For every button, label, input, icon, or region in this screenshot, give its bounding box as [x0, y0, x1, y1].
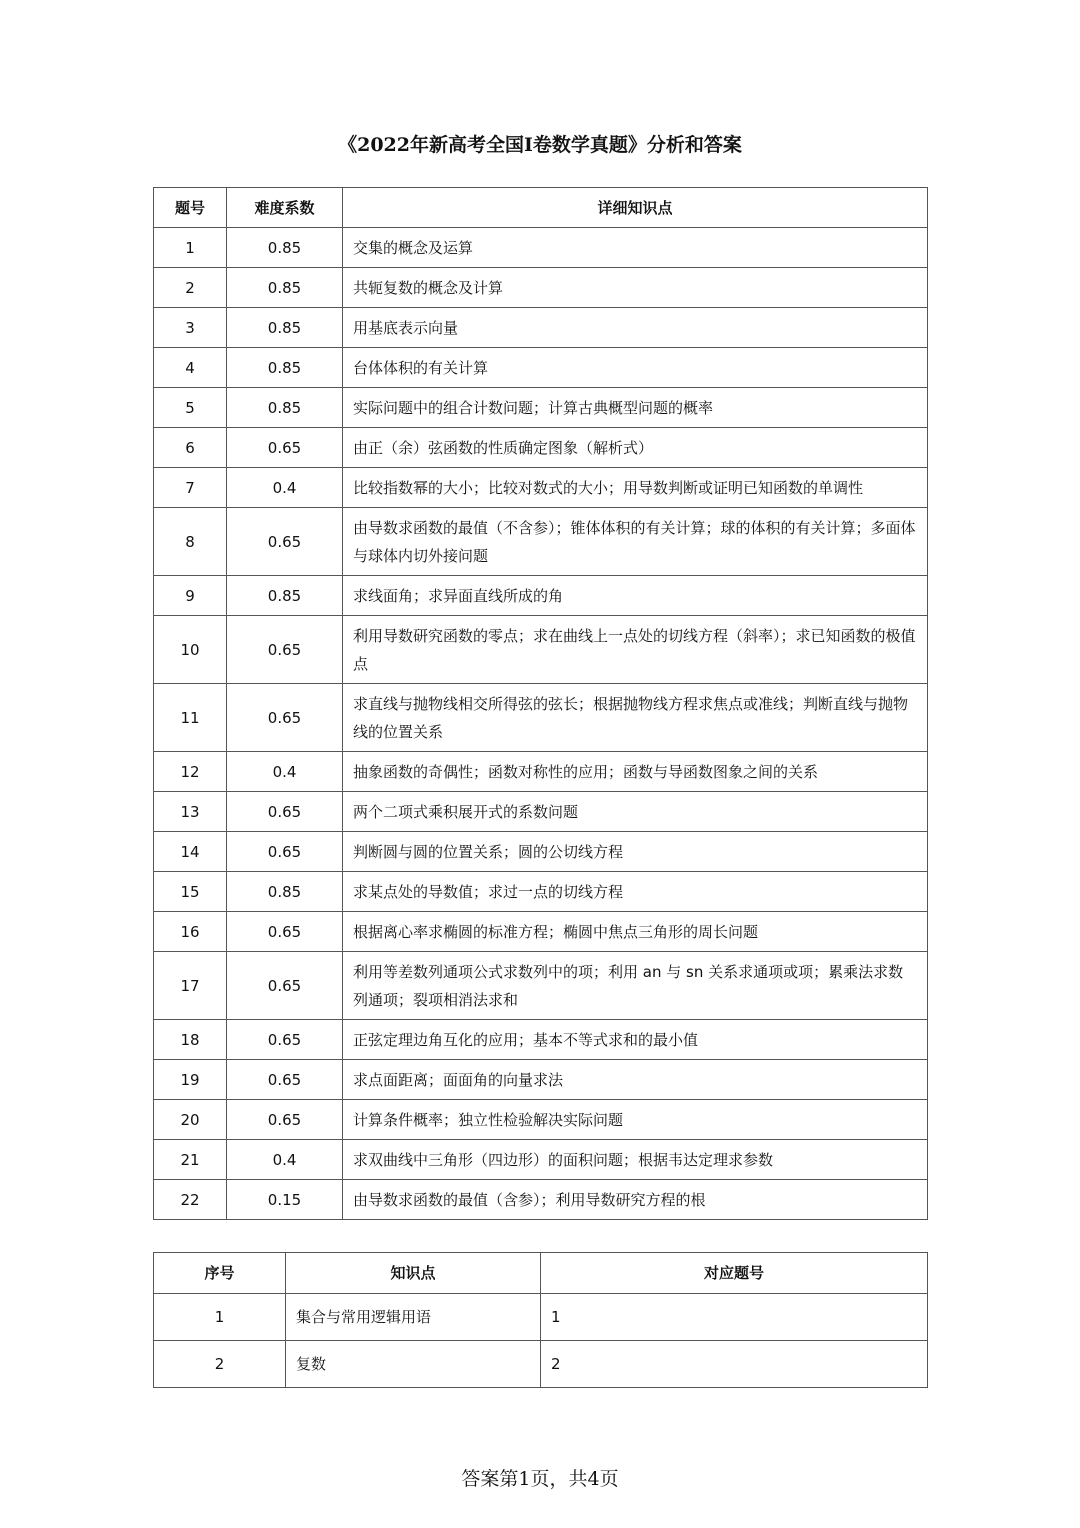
- knowledge-points: 求点面距离；面面角的向量求法: [343, 1060, 928, 1100]
- difficulty: 0.65: [227, 912, 343, 952]
- table-row: [154, 388, 928, 428]
- header-topic: 知识点: [286, 1253, 541, 1294]
- question-no: 1: [154, 228, 227, 268]
- knowledge-points: 求某点处的导数值；求过一点的切线方程: [343, 872, 928, 912]
- question-no: 17: [154, 952, 227, 1020]
- header-difficulty: 难度系数: [227, 188, 343, 228]
- topic: 复数: [286, 1341, 541, 1388]
- question-no: 5: [154, 388, 227, 428]
- question-numbers: 1: [541, 1294, 928, 1341]
- knowledge-points: 判断圆与圆的位置关系；圆的公切线方程: [343, 832, 928, 872]
- difficulty: 0.65: [227, 792, 343, 832]
- difficulty: 0.85: [227, 348, 343, 388]
- knowledge-points: 利用等差数列通项公式求数列中的项；利用 an 与 sn 关系求通项或项；累乘法求数列通项；裂项相消法求和: [343, 952, 928, 1020]
- knowledge-points: 抽象函数的奇偶性；函数对称性的应用；函数与导函数图象之间的关系: [343, 752, 928, 792]
- table-row: [154, 1294, 928, 1341]
- knowledge-points: 求线面角；求异面直线所成的角: [343, 576, 928, 616]
- difficulty: 0.85: [227, 388, 343, 428]
- question-no: 14: [154, 832, 227, 872]
- difficulty: 0.4: [227, 1140, 343, 1180]
- knowledge-points: 台体体积的有关计算: [343, 348, 928, 388]
- knowledge-points: 交集的概念及运算: [343, 228, 928, 268]
- topic-table: [153, 1252, 928, 1388]
- difficulty: 0.85: [227, 268, 343, 308]
- table-row: [154, 348, 928, 388]
- difficulty: 0.4: [227, 468, 343, 508]
- question-no: 13: [154, 792, 227, 832]
- table-row: [154, 912, 928, 952]
- question-no: 8: [154, 508, 227, 576]
- header-question-numbers: 对应题号: [541, 1253, 928, 1294]
- table-row: [154, 952, 928, 1020]
- question-no: 18: [154, 1020, 227, 1060]
- question-no: 22: [154, 1180, 227, 1220]
- serial-no: 1: [154, 1294, 286, 1341]
- table-row: [154, 1100, 928, 1140]
- question-no: 4: [154, 348, 227, 388]
- table-row: [154, 1060, 928, 1100]
- question-no: 16: [154, 912, 227, 952]
- question-no: 15: [154, 872, 227, 912]
- difficulty: 0.65: [227, 508, 343, 576]
- knowledge-points: 正弦定理边角互化的应用；基本不等式求和的最小值: [343, 1020, 928, 1060]
- table-row: [154, 576, 928, 616]
- analysis-table: [153, 187, 928, 1220]
- table-row: [154, 308, 928, 348]
- header-serial-no: 序号: [154, 1253, 286, 1294]
- difficulty: 0.65: [227, 1020, 343, 1060]
- table-row: [154, 268, 928, 308]
- table-row: [154, 508, 928, 576]
- question-no: 9: [154, 576, 227, 616]
- knowledge-points: 利用导数研究函数的零点；求在曲线上一点处的切线方程（斜率）；求已知函数的极值点: [343, 616, 928, 684]
- question-no: 21: [154, 1140, 227, 1180]
- knowledge-points: 用基底表示向量: [343, 308, 928, 348]
- knowledge-points: 由导数求函数的最值（含参）；利用导数研究方程的根: [343, 1180, 928, 1220]
- page-title: 《2022年新高考全国Ⅰ卷数学真题》分析和答案: [338, 134, 742, 156]
- difficulty: 0.15: [227, 1180, 343, 1220]
- table-row: [154, 228, 928, 268]
- table-row: [154, 684, 928, 752]
- question-numbers: 2: [541, 1341, 928, 1388]
- difficulty: 0.65: [227, 1100, 343, 1140]
- knowledge-points: 根据离心率求椭圆的标准方程；椭圆中焦点三角形的周长问题: [343, 912, 928, 952]
- table-row: [154, 468, 928, 508]
- question-no: 11: [154, 684, 227, 752]
- difficulty: 0.85: [227, 228, 343, 268]
- question-no: 2: [154, 268, 227, 308]
- serial-no: 2: [154, 1341, 286, 1388]
- table-row: [154, 752, 928, 792]
- knowledge-points: 比较指数幂的大小；比较对数式的大小；用导数判断或证明已知函数的单调性: [343, 468, 928, 508]
- difficulty: 0.4: [227, 752, 343, 792]
- difficulty: 0.65: [227, 952, 343, 1020]
- table-row: [154, 428, 928, 468]
- difficulty: 0.65: [227, 832, 343, 872]
- question-no: 7: [154, 468, 227, 508]
- question-no: 19: [154, 1060, 227, 1100]
- knowledge-points: 由正（余）弦函数的性质确定图象（解析式）: [343, 428, 928, 468]
- question-no: 3: [154, 308, 227, 348]
- page-footer: 答案第1页，共4页: [461, 1468, 619, 1490]
- difficulty: 0.85: [227, 872, 343, 912]
- knowledge-points: 共轭复数的概念及计算: [343, 268, 928, 308]
- table-row: [154, 832, 928, 872]
- table-row: [154, 1341, 928, 1388]
- question-no: 12: [154, 752, 227, 792]
- difficulty: 0.65: [227, 684, 343, 752]
- difficulty: 0.65: [227, 1060, 343, 1100]
- header-knowledge-points: 详细知识点: [343, 188, 928, 228]
- table-row: [154, 1180, 928, 1220]
- knowledge-points: 实际问题中的组合计数问题；计算古典概型问题的概率: [343, 388, 928, 428]
- table-row: [154, 792, 928, 832]
- table-row: [154, 872, 928, 912]
- difficulty: 0.85: [227, 308, 343, 348]
- header-question-no: 题号: [154, 188, 227, 228]
- knowledge-points: 两个二项式乘积展开式的系数问题: [343, 792, 928, 832]
- question-no: 10: [154, 616, 227, 684]
- table-row: [154, 1020, 928, 1060]
- question-no: 20: [154, 1100, 227, 1140]
- table-row: [154, 1140, 928, 1180]
- topic: 集合与常用逻辑用语: [286, 1294, 541, 1341]
- difficulty: 0.85: [227, 576, 343, 616]
- table-row: [154, 616, 928, 684]
- knowledge-points: 由导数求函数的最值（不含参）；锥体体积的有关计算；球的体积的有关计算；多面体与球体内切外接问题: [343, 508, 928, 576]
- table-header-row: [154, 188, 928, 228]
- difficulty: 0.65: [227, 616, 343, 684]
- table-header-row: [154, 1253, 928, 1294]
- difficulty: 0.65: [227, 428, 343, 468]
- knowledge-points: 求双曲线中三角形（四边形）的面积问题；根据韦达定理求参数: [343, 1140, 928, 1180]
- question-no: 6: [154, 428, 227, 468]
- knowledge-points: 求直线与抛物线相交所得弦的弦长；根据抛物线方程求焦点或准线；判断直线与抛物线的位置关系: [343, 684, 928, 752]
- knowledge-points: 计算条件概率；独立性检验解决实际问题: [343, 1100, 928, 1140]
